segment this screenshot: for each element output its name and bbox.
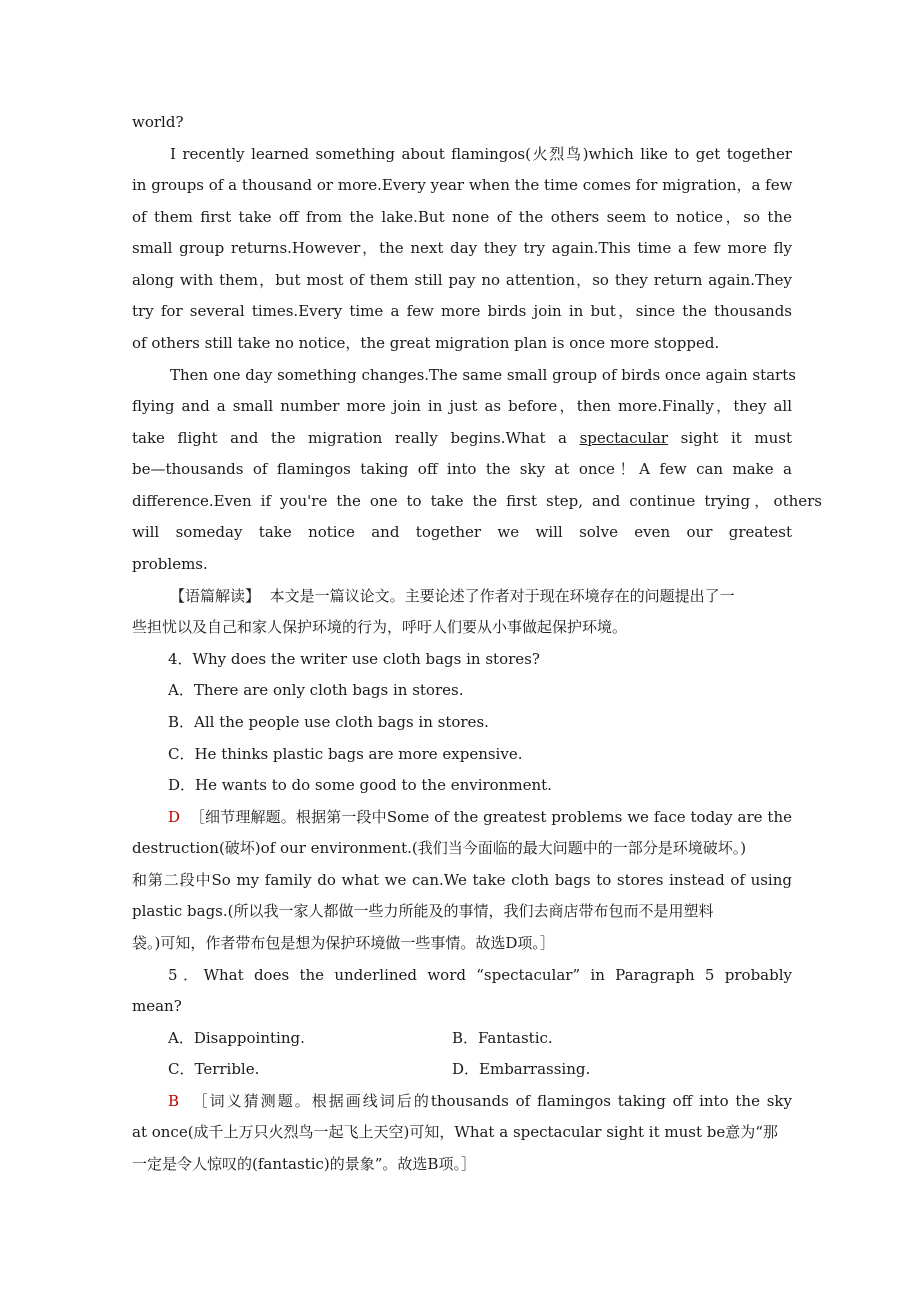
passage-line: problems. [132,555,208,573]
passage-line: along with them，but most of them still pay no attention，so they return again.They [132,271,792,289]
passage-line: in groups of a thousand or more.Every year when the time comes for migration，a few [132,176,793,194]
passage-line: of others still take no notice，the great migration plan is once more stopped. [132,334,720,352]
analysis-line: 些担忧以及自己和家人保护环境的行为，呼吁人们要从小事做起保护环境。 [132,618,628,636]
option-a: A．There are only cloth bags in stores. [168,681,464,699]
option-b: B．All the people use cloth bags in stores. [168,713,489,731]
question-5-stem: 5．What does the underlined word “spectacular” in Paragraph 5 probably [168,966,792,984]
passage-line: of them first take off from the lake.But none of the others seem to notice，so the [132,208,792,226]
passage-line: world? [132,113,184,131]
passage-line: Then one day something changes.The same small group of birds once again starts [170,366,796,384]
q4-explanation-line: destruction(破坏)of our environment.(我们当今面临的最大问题中的一部分是环境破坏。) [132,839,747,857]
option-b: B．Fantastic. [452,1029,553,1047]
explanation-text: ［词义猜测题。根据画线词后的thousands of flamingos taking off into the sky [192,1092,792,1110]
passage-text: sight it must [668,429,792,447]
passage-line-with-underline [132,428,792,448]
passage-line: I recently learned something about flamingos(火烈鸟)which like to get together [170,145,792,163]
q4-explanation-line: 和第二段中So my family do what we can.We take cloth bags to stores instead of using [132,871,792,889]
question-4-stem: 4．Why does the writer use cloth bags in stores? [168,650,540,668]
passage-text: take flight and the migration really begins.What a [132,429,580,447]
q5-explanation-line: 一定是令人惊叹的(fantastic)的景象”。故选B项。］ [132,1155,476,1173]
question-5-stem: mean? [132,997,182,1015]
q5-explanation-line [168,1091,792,1111]
passage-line: try for several times.Every time a few more birds join in but，since the thousands [132,302,792,320]
passage-line: small group returns.However，the next day they try again.This time a few more fly [132,239,792,257]
option-d: D．Embarrassing. [452,1060,591,1078]
underlined-word: spectacular [579,429,669,447]
analysis-text: 本文是一篇议论文。主要论述了作者对于现在环境存在的问题提出了一 [269,587,735,605]
option-c: C．Terrible. [168,1060,260,1078]
analysis-line [170,586,792,606]
passage-line: difference.Even if you're the one to take the first step, and continue trying，others [132,492,822,510]
option-c: C．He thinks plastic bags are more expensive. [168,745,523,763]
passage-line: be—thousands of flamingos taking off into the sky at once！A few can make a [132,460,792,478]
option-a: A．Disappointing. [168,1029,305,1047]
q4-explanation-line: 袋。)可知，作者带布包是想为保护环境做一些事情。故选D项。］ [132,934,555,952]
analysis-label: 【语篇解读】 [170,587,261,605]
option-d: D．He wants to do some good to the environment. [168,776,552,794]
passage-line: will someday take notice and together we will solve even our greatest [132,523,792,541]
q5-explanation-line: at once(成千上万只火烈鸟一起飞上天空)可知，What a spectacular sight it must be意为“那 [132,1123,778,1141]
explanation-text: ［细节理解题。根据第一段中Some of the greatest problems we face today are the [189,808,792,826]
passage-line: flying and a small number more join in just as before，then more.Finally，they all [132,397,792,415]
q4-explanation-line: plastic bags.(所以我一家人都做一些力所能及的事情，我们去商店带布包而不是用塑料 [132,902,714,920]
q4-answer: D [168,808,181,826]
q5-answer: B [168,1092,180,1110]
q4-explanation-line [168,807,792,827]
